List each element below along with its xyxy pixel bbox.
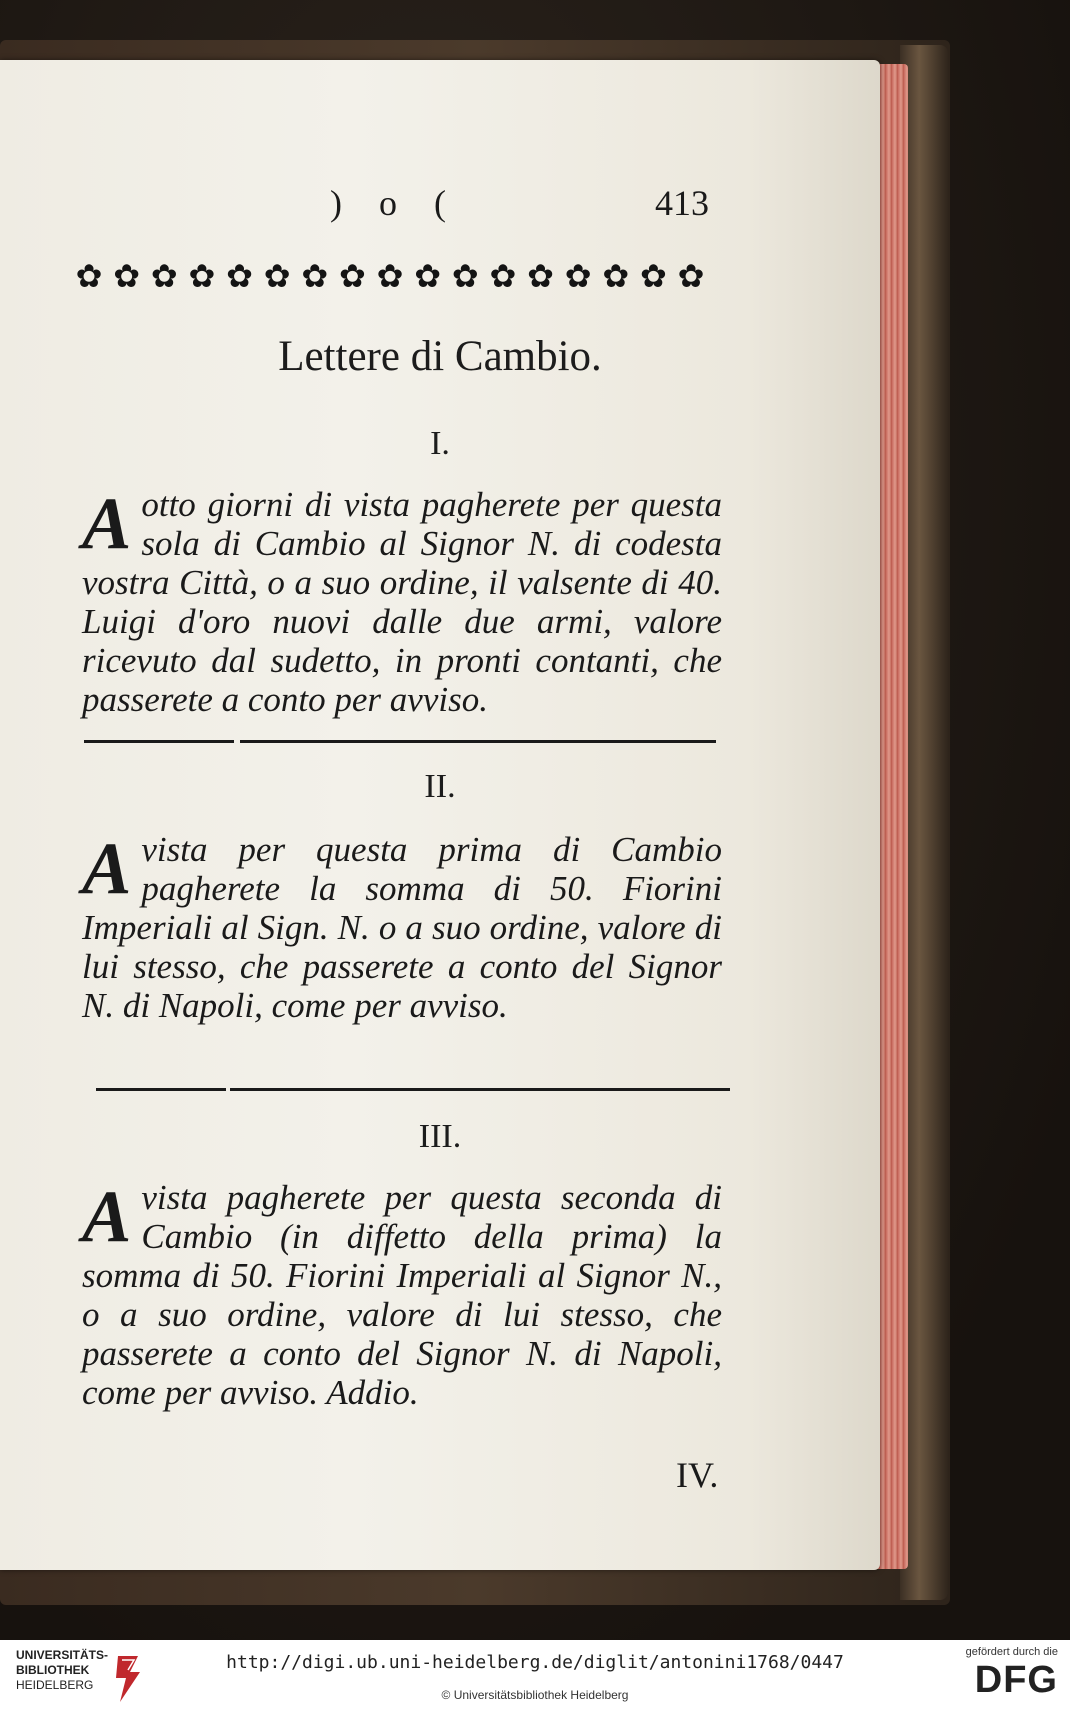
dfg-logo: DFG — [974, 1659, 1058, 1701]
ornament-flower-icon: ✿ — [301, 258, 329, 294]
ornament-flower-icon: ✿ — [639, 258, 667, 294]
library-name-line: BIBLIOTHEK — [16, 1663, 90, 1677]
ornament-flower-icon: ✿ — [150, 258, 178, 294]
page-header — [0, 182, 880, 232]
ornament-flower-icon: ✿ — [263, 258, 291, 294]
section-title: Lettere di Cambio. — [278, 333, 602, 380]
ornament-flower-icon: ✿ — [602, 258, 630, 294]
letter-text — [82, 485, 722, 719]
viewer-footer — [0, 1640, 1070, 1718]
ornament-flower-icon: ✿ — [188, 258, 216, 294]
ornament-flower-icon: ✿ — [376, 258, 404, 294]
ornament-flower-icon: ✿ — [489, 258, 517, 294]
sponsor-caption: gefördert durch die — [965, 1646, 1058, 1658]
copyright-notice: © Universitätsbibliothek Heidelberg — [441, 1688, 629, 1702]
drop-cap: A — [82, 1176, 132, 1258]
page-number: 413 — [655, 183, 709, 223]
decorative-ornament-band — [72, 255, 708, 297]
ornament-flower-icon: ✿ — [414, 258, 442, 294]
letter-numeral: I. — [430, 425, 450, 462]
ornament-flower-icon: ✿ — [75, 258, 103, 294]
letter-text — [82, 830, 722, 1025]
catchword: IV. — [676, 1455, 719, 1495]
letter-body: vista per questa prima di Cambio pagherete la somma di 50. Fiorini Imperiali al Sign. N. o a suo ordine, valore di lui stesso, che passerete a conto del Signor N. di Napoli, come per avviso. — [82, 830, 722, 1025]
section-divider — [240, 740, 716, 743]
running-head: ) o ( — [330, 183, 460, 223]
library-name-line: HEIDELBERG — [16, 1678, 94, 1692]
ornament-flower-icon: ✿ — [677, 258, 705, 294]
ornament-flower-icon: ✿ — [226, 258, 253, 294]
letter-body: otto giorni di vista pagherete per questa sola di Cambio al Signor N. di codesta vostra Città, o a suo ordine, il valsente di 40. Luigi d'oro nuovi dalle due armi, valore ricevuto dal sudetto, in pronti contanti, che passerete a conto per avviso. — [82, 485, 722, 719]
sponsor-block[interactable] — [938, 1646, 1058, 1702]
permalink-url[interactable]: http://digi.ub.uni-heidelberg.de/diglit/antonini1768/0447 — [226, 1652, 844, 1673]
section-divider — [84, 740, 234, 743]
ornament-flower-icon: ✿ — [451, 258, 479, 294]
book-page — [0, 60, 880, 1570]
drop-cap: A — [82, 828, 132, 910]
section-divider — [96, 1088, 226, 1091]
letter-body: vista pagherete per questa seconda di Cambio (in diffetto della prima) la somma di 50. Fiorini Imperiali al Signor N., o a suo ordine, valore di lui stesso, che passerete a conto del Signor N. di Napoli, come per avviso. Addio. — [82, 1178, 722, 1412]
ornament-flower-icon: ✿ — [338, 258, 366, 294]
letter-numeral: II. — [424, 768, 456, 805]
section-divider — [230, 1088, 730, 1091]
letter-numeral: III. — [418, 1118, 462, 1155]
library-name-line: UNIVERSITÄTS- — [16, 1648, 109, 1662]
ornament-flower-icon: ✿ — [564, 258, 592, 294]
drop-cap: A — [82, 483, 132, 565]
letter-text — [82, 1178, 722, 1412]
ornament-flower-icon: ✿ — [113, 258, 141, 294]
ornament-flower-icon: ✿ — [527, 258, 554, 294]
